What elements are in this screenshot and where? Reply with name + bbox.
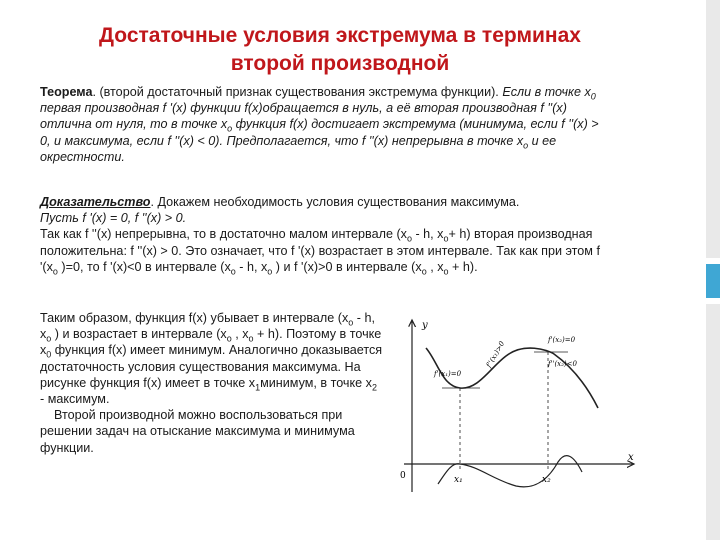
proof-line-c: + h) вторая производная положительна: f ''(x) > 0. Это означает, что f '(x) возрастает в этом интервале. Так как при этом f '(x: [40, 227, 600, 274]
proof-sub: o: [267, 266, 273, 277]
theorem-sub-o2: o: [523, 140, 529, 151]
theorem-sub-o: o: [227, 123, 233, 134]
theorem-text-c: первая производная f '(x) функции f(x)обращается в нуль, а её вторая производная f ''(x) отлична от нуля, то в точке x: [40, 101, 567, 132]
proof-line-g: , x: [426, 259, 444, 274]
proof-line-b: - h, x: [411, 227, 444, 242]
concl-t6: функция f(x) имеет минимум. Аналогично доказывается достаточность условия существования максимума. На рисунке функция f(x) имеет в точке x: [40, 343, 383, 390]
concl-sub: o: [248, 333, 254, 344]
proof-sub: o: [443, 266, 449, 277]
proof-sub: o: [52, 266, 58, 277]
y-axis-label: y: [422, 320, 428, 331]
function-curve: [426, 348, 598, 408]
title-line-1: Достаточные условия экстремума в терминах: [99, 24, 581, 47]
theorem-text-b: Если в точке x: [502, 85, 591, 99]
proof-sub: o: [230, 266, 236, 277]
concl-t4: , x: [231, 327, 249, 342]
proof-line-e: - h, x: [235, 259, 268, 274]
annot-fpp-x2: f''(x₂)<0: [548, 360, 577, 368]
concl-t9: Второй производной можно воспользоваться при решении задач на отыскание максимума и минимума функции.: [40, 408, 359, 455]
proof-line-h: + h).: [448, 259, 478, 274]
x2-label: x₂: [542, 475, 551, 485]
proof-sub: o: [421, 266, 427, 277]
theorem-label: Теорема: [40, 85, 93, 99]
x1-label: x₁: [454, 475, 463, 485]
concl-sub: 0: [46, 349, 52, 360]
proof-intro: . Докажем необходимость условия существования максимума.: [150, 195, 520, 209]
concl-sub: o: [226, 333, 232, 344]
concl-sub: o: [348, 317, 354, 328]
concl-t7: минимум, в точке x: [260, 375, 372, 390]
annot-fprime-x2: f'(x₂)=0: [548, 336, 576, 344]
extremum-figure: [398, 312, 644, 498]
proof-line-f: ) и f '(x)>0 в интервале (x: [272, 259, 422, 274]
proof-assume: Пусть f '(x) = 0, f ''(x) > 0.: [40, 211, 187, 226]
proof-line-d: )=0, то f '(x)<0 в интервале (x: [57, 259, 231, 274]
concl-t1: Таким образом, функция f(x) убывает в интервале (x: [40, 311, 349, 325]
theorem-text-e: и ее окрестности.: [40, 133, 557, 164]
side-bar-top: [706, 0, 720, 258]
proof-line-a: Так как f ''(x) непрерывна, то в достаточно малом интервале (x: [40, 227, 407, 242]
concl-t3: ) и возрастает в интервале (x: [51, 327, 227, 342]
proof-sub: o: [443, 233, 449, 244]
conclusion-block: [40, 310, 384, 456]
side-bar-bottom: [706, 304, 720, 540]
proof-sub: o: [406, 233, 412, 244]
x-axis-label: x: [628, 452, 634, 463]
theorem-text-d: функция f(x) достигает экстремума (минимума, если f ''(x) > 0, и максимума, если f ''(x) < 0). Предполагается, что f ''(x) непрерывна в точке x: [40, 117, 599, 148]
theorem-block: [40, 84, 602, 165]
side-bar-accent: [706, 264, 720, 298]
annot-fprime-x1: f'(x₁)=0: [434, 370, 462, 378]
concl-sub: 2: [371, 382, 377, 393]
concl-sub: o: [46, 333, 52, 344]
concl-sub: 1: [255, 382, 261, 393]
annot-fpp-x1: f''(x₁)>0: [484, 339, 507, 369]
theorem-text-a: . (второй достаточный признак существования экстремума функции).: [92, 85, 503, 99]
title-line-2: второй производной: [230, 52, 450, 75]
proof-block: [40, 194, 602, 275]
concl-t8: - максимум.: [40, 392, 110, 407]
origin-label: 0: [400, 471, 406, 481]
concl-t5: + h). Поэтому в точке x: [40, 327, 382, 358]
concl-t2: - h, x: [40, 311, 375, 342]
page-title: [60, 22, 620, 78]
theorem-sub-0: 0: [590, 91, 596, 102]
proof-label: Доказательство: [40, 195, 151, 209]
